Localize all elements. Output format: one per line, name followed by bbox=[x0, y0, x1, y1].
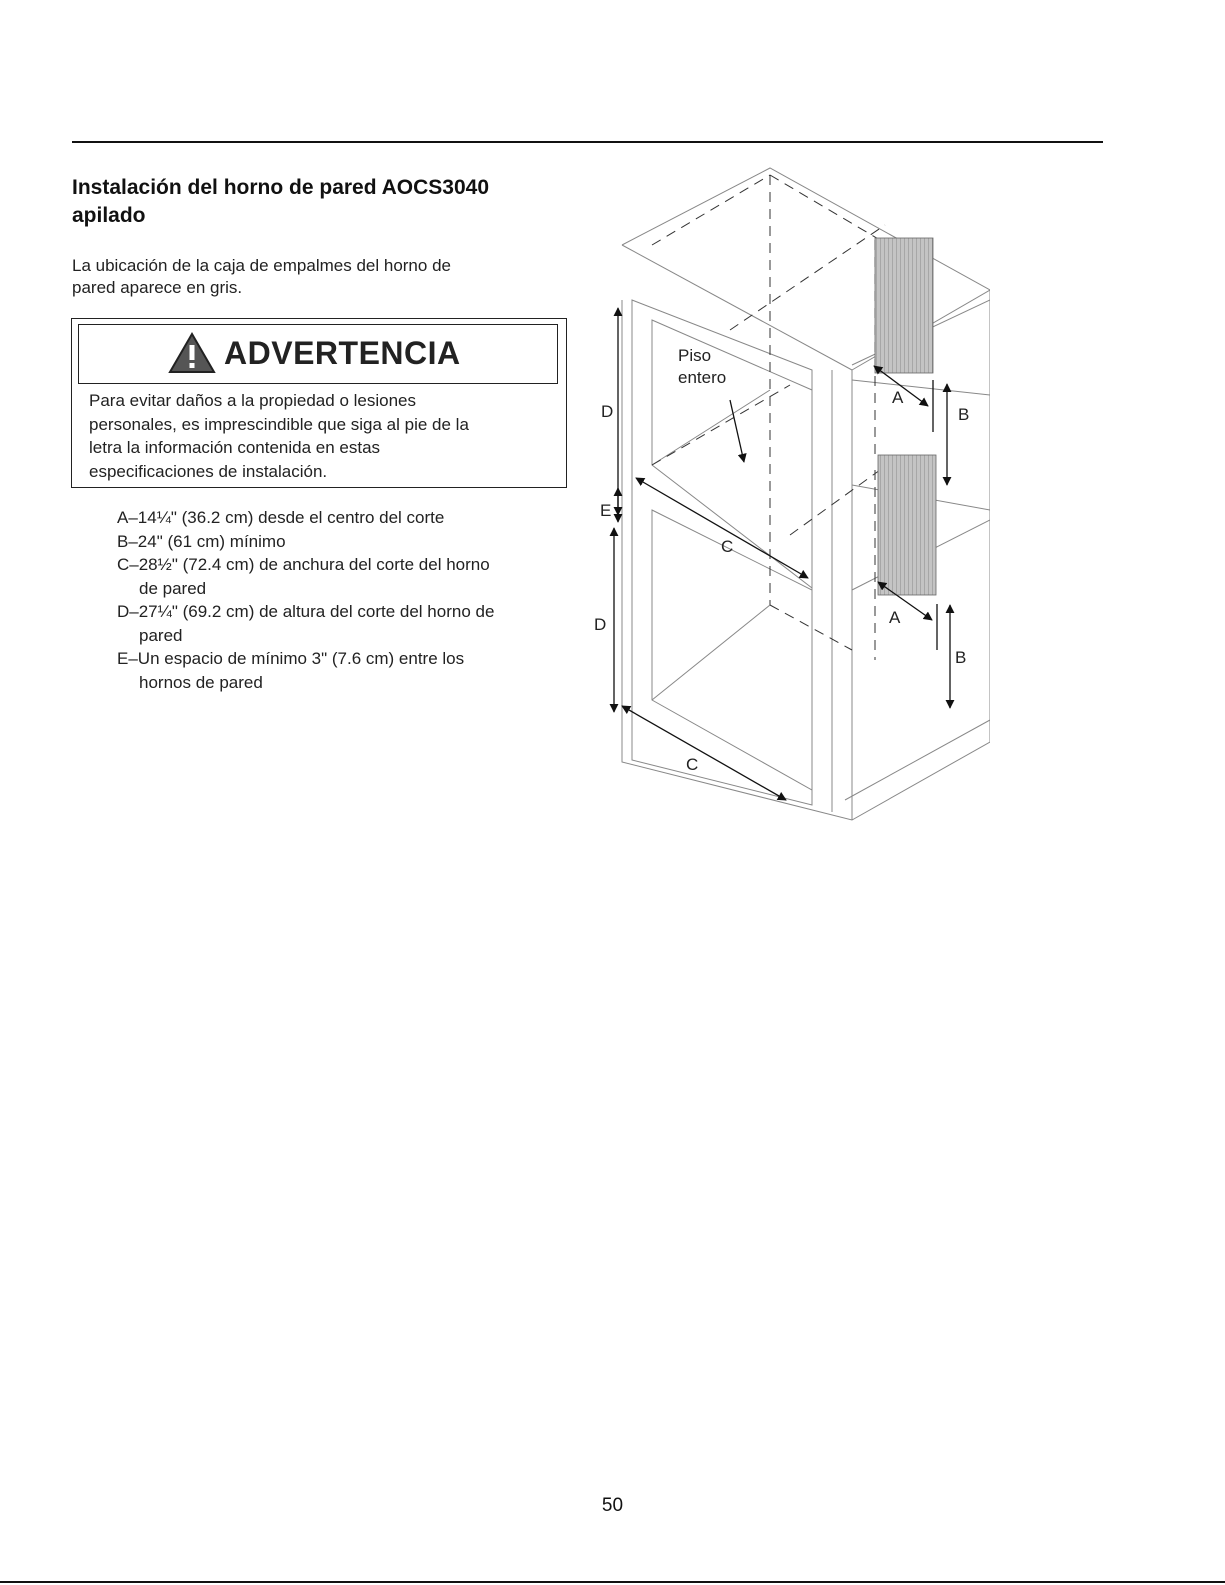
warning-line-2: personales, es imprescindible que siga al pie de la bbox=[89, 414, 469, 434]
label-a-upper: A bbox=[892, 388, 904, 407]
label-e: E bbox=[600, 501, 612, 520]
warning-box bbox=[71, 318, 567, 488]
label-a-lower: A bbox=[889, 608, 901, 627]
dimension-c-upper bbox=[636, 478, 808, 578]
hidden-lines bbox=[652, 175, 885, 660]
intro-paragraph bbox=[72, 255, 552, 299]
label-d-upper: D bbox=[601, 402, 614, 421]
spec-item-e: E–Un espacio de mínimo 3" (7.6 cm) entre los hornos de pared bbox=[117, 649, 465, 692]
label-b-lower: B bbox=[955, 648, 967, 667]
upper-junction-box bbox=[875, 238, 933, 373]
section-title-line-2: apilado bbox=[72, 204, 146, 227]
cabinet-diagram bbox=[580, 160, 990, 840]
label-d-lower: D bbox=[594, 615, 607, 634]
warning-text bbox=[89, 389, 554, 483]
floor-label-pointer bbox=[730, 400, 744, 462]
spec-item-a: A–14¼" (36.2 cm) desde el centro del corte bbox=[117, 508, 445, 527]
section-title-line-1: Instalación del horno de pared AOCS3040 bbox=[72, 176, 489, 199]
spec-item-b: B–24" (61 cm) mínimo bbox=[117, 531, 286, 551]
floor-label-line-1: Piso bbox=[678, 346, 712, 365]
warning-line-1: Para evitar daños a la propiedad o lesiones bbox=[89, 391, 416, 410]
floor-label-line-2: entero bbox=[678, 368, 727, 387]
warning-label: ADVERTENCIA bbox=[224, 334, 461, 371]
lower-junction-box bbox=[878, 455, 936, 595]
dimension-c-lower bbox=[622, 706, 786, 800]
top-rule bbox=[72, 141, 1103, 143]
warning-line-3: letra la información contenida en estas bbox=[89, 438, 381, 457]
warning-line-4: especificaciones de instalación. bbox=[89, 461, 328, 481]
intro-line-1: La ubicación de la caja de empalmes del horno de bbox=[72, 256, 451, 275]
page-number: 50 bbox=[601, 1495, 624, 1516]
label-b-upper: B bbox=[958, 405, 970, 424]
label-c-upper: C bbox=[721, 537, 734, 556]
specifications-list bbox=[117, 506, 577, 694]
warning-triangle-icon bbox=[168, 332, 216, 374]
label-c-lower: C bbox=[686, 755, 699, 774]
bottom-rule bbox=[0, 1581, 1225, 1583]
warning-heading bbox=[168, 332, 461, 374]
spec-item-d: D–27¼" (69.2 cm) de altura del corte del horno de pared bbox=[117, 602, 495, 645]
spec-item-c: C–28½" (72.4 cm) de anchura del corte del horno de pared bbox=[117, 555, 490, 598]
intro-line-2: pared aparece en gris. bbox=[72, 278, 243, 297]
section-title bbox=[72, 174, 592, 230]
